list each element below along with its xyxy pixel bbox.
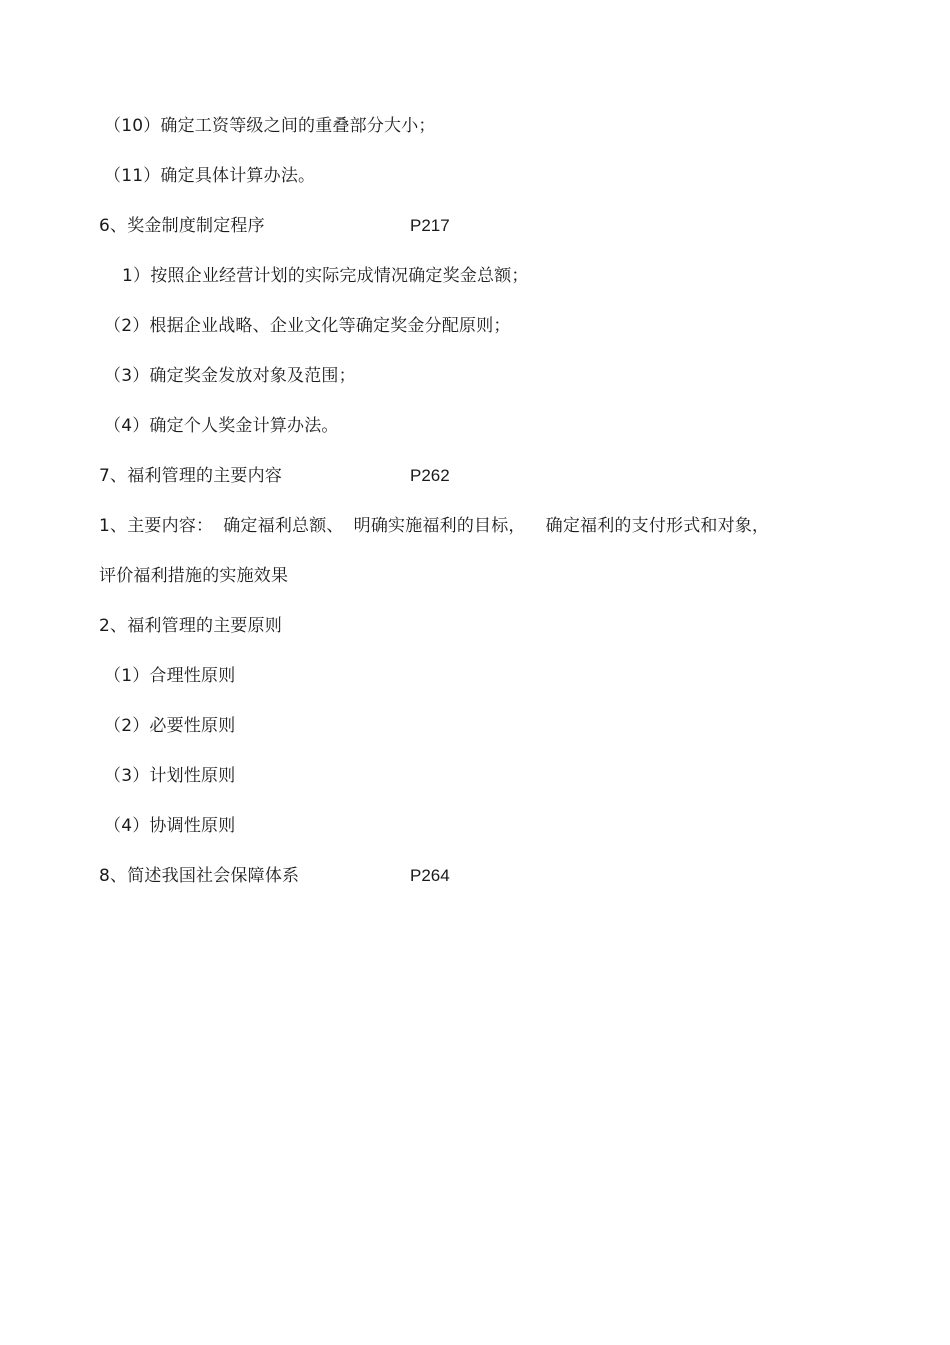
section-heading-7: 7、福利管理的主要内容 bbox=[99, 466, 283, 486]
page-reference-p262: P262 bbox=[410, 466, 450, 485]
list-item-10: （10）确定工资等级之间的重叠部分大小； bbox=[104, 116, 436, 136]
bonus-step-1: 1）按照企业经营计划的实际完成情况确定奖金总额； bbox=[122, 266, 529, 286]
bonus-step-4: （4）确定个人奖金计算办法。 bbox=[104, 416, 339, 436]
page-reference-p217: P217 bbox=[410, 216, 450, 235]
subheading-principles: 2、福利管理的主要原则 bbox=[99, 616, 283, 636]
bonus-step-3: （3）确定奖金发放对象及范围； bbox=[104, 366, 356, 386]
content-item-form: 确定福利的支付形式和对象， bbox=[545, 516, 770, 536]
main-content-paragraph bbox=[99, 514, 769, 538]
section-heading-6: 6、奖金制度制定程序 bbox=[99, 216, 265, 236]
list-item-11: （11）确定具体计算办法。 bbox=[104, 166, 316, 186]
content-label: 1、主要内容： bbox=[99, 516, 214, 536]
principle-4: （4）协调性原则 bbox=[104, 816, 236, 836]
section-heading-8: 8、简述我国社会保障体系 bbox=[99, 866, 300, 886]
content-item-goal: 明确实施福利的目标， bbox=[353, 516, 526, 536]
principle-3: （3）计划性原则 bbox=[104, 766, 236, 786]
principle-2: （2）必要性原则 bbox=[104, 716, 236, 736]
page-reference-p264: P264 bbox=[410, 866, 450, 885]
content-item-total: 确定福利总额、 bbox=[223, 516, 344, 536]
main-content-continuation: 评价福利措施的实施效果 bbox=[99, 566, 289, 586]
principle-1: （1）合理性原则 bbox=[104, 666, 236, 686]
bonus-step-2: （2）根据企业战略、企业文化等确定奖金分配原则； bbox=[104, 316, 511, 336]
